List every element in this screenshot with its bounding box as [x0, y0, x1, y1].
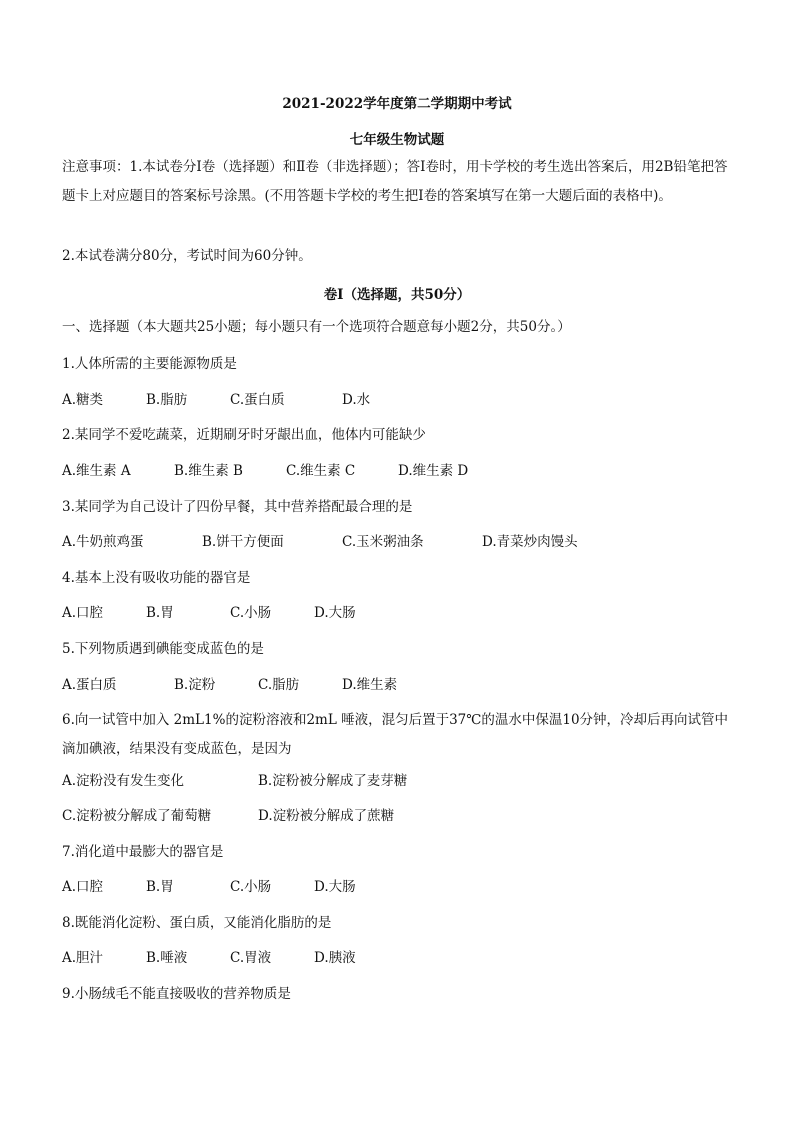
- question-8-option-c: C.胃液: [230, 950, 272, 966]
- question-4-stem: 4.基本上没有吸收功能的器官是: [62, 570, 251, 586]
- question-8-option-d: D.胰液: [314, 950, 356, 966]
- question-2-option-d: D.维生素 D: [398, 463, 469, 479]
- question-9-stem: 9.小肠绒毛不能直接吸收的营养物质是: [62, 986, 291, 1002]
- question-3-stem: 3.某同学为自己设计了四份早餐，其中营养搭配最合理的是: [62, 499, 413, 515]
- question-2-stem: 2.某同学不爱吃蔬菜，近期刷牙时牙龈出血，他体内可能缺少: [62, 427, 426, 443]
- question-3-option-a: A.牛奶煎鸡蛋: [62, 534, 144, 550]
- exam-subtitle: 七年级生物试题: [349, 132, 445, 148]
- question-2-option-b: B.维生素 B: [174, 463, 243, 479]
- question-1-stem: 1.人体所需的主要能源物质是: [62, 356, 237, 372]
- question-8-stem: 8.既能消化淀粉、蛋白质，又能消化脂肪的是: [62, 915, 332, 931]
- question-3-option-d: D.青菜炒肉馒头: [482, 534, 578, 550]
- question-3-option-b: B.饼干方便面: [202, 534, 284, 550]
- question-1-option-a: A.糖类: [62, 392, 104, 408]
- question-1-option-c: C.蛋白质: [230, 392, 285, 408]
- notice-paragraph: 注意事项：1.本试卷分Ⅰ卷（选择题）和Ⅱ卷（非选择题）；答Ⅰ卷时，用卡学校的考生选出答案后，用2B铅笔把答题卡上对应题目的答案标号涂黑。(不用答题卡学校的考生把Ⅰ卷的答案填写在第一大题后面的表格中)。: [62, 159, 728, 204]
- question-8-option-a: A.胆汁: [62, 950, 104, 966]
- question-5-option-c: C.脂肪: [258, 677, 300, 693]
- question-6-option-a: A.淀粉没有发生变化: [62, 773, 185, 789]
- question-5-option-a: A.蛋白质: [62, 677, 117, 693]
- question-7-option-c: C.小肠: [230, 879, 272, 895]
- question-6-option-c: C.淀粉被分解成了葡萄糖: [62, 808, 212, 824]
- question-7-option-b: B.胃: [146, 879, 174, 895]
- question-7-stem: 7.消化道中最膨大的器官是: [62, 844, 224, 860]
- question-5-option-b: B.淀粉: [174, 677, 216, 693]
- section-title: 卷Ⅰ（选择题，共50分）: [323, 287, 471, 303]
- exam-title: 2021-2022学年度第二学期期中考试: [282, 96, 512, 112]
- question-6-option-b: B.淀粉被分解成了麦芽糖: [258, 773, 408, 789]
- question-2-option-c: C.维生素 C: [286, 463, 356, 479]
- question-5-option-d: D.维生素: [342, 677, 398, 693]
- notice-score-time: 2.本试卷满分80分，考试时间为60分钟。: [62, 248, 312, 264]
- section-instruction: 一、选择题（本大题共25小题；每小题只有一个选项符合题意每小题2分，共50分。）: [62, 319, 571, 335]
- question-1-option-d: D.水: [342, 392, 371, 408]
- question-4-option-b: B.胃: [146, 605, 174, 621]
- question-4-option-c: C.小肠: [230, 605, 272, 621]
- question-3-option-c: C.玉米粥油条: [342, 534, 424, 550]
- question-7-option-d: D.大肠: [314, 879, 356, 895]
- question-2-option-a: A.维生素 A: [62, 463, 131, 479]
- question-4-option-a: A.口腔: [62, 605, 104, 621]
- question-6-option-d: D.淀粉被分解成了蔗糖: [258, 808, 395, 824]
- question-7-option-a: A.口腔: [62, 879, 104, 895]
- question-1-option-b: B.脂肪: [146, 392, 188, 408]
- question-5-stem: 5.下列物质遇到碘能变成蓝色的是: [62, 641, 264, 657]
- question-4-option-d: D.大肠: [314, 605, 356, 621]
- question-8-option-b: B.唾液: [146, 950, 188, 966]
- question-6-stem: 6.向一试管中加入 2mL1%的淀粉溶液和2mL 唾液，混匀后置于37℃的温水中保温10分钟，冷却后再向试管中滴加碘液，结果没有变成蓝色，是因为: [62, 712, 729, 757]
